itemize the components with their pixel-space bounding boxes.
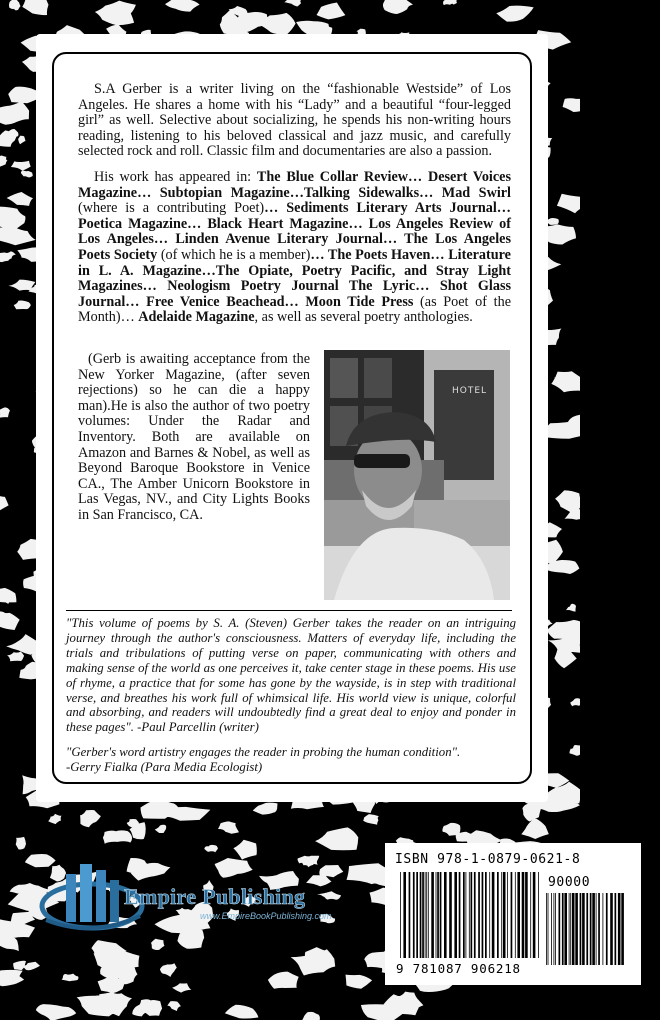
quote-fialka-attribution: -Gerry Fialka (Para Media Ecologist)	[66, 759, 263, 774]
publication-names: … Sediments Literary Arts Journal… Poetica Magazine… Black Heart Magazine… Los Angeles Review of Los Angeles… Linden Avenue Literary Journal… The Los Angeles Poets Society	[78, 200, 511, 263]
review-quote-parcellin: "This volume of poems by S. A. (Steven) Gerber takes the reader on an intriguing journey through the author's consciousness. Matters of everyday life, including the trials and tribulations of putting verse on paper, communicating with others and making sense of the world as one perceives it, take center stage in these poems. His use of rhyme, a practice that for some has gone by the wayside, is in step with traditional verse, and breathes his work full of whimsical life. His world view is unique, colorful and absorbing, and readers will undoubtedly find a great deal to enjoy and ponder in these pages". -Paul Parcellin (writer)	[66, 616, 516, 735]
author-photo	[324, 350, 510, 600]
barcode-bar	[603, 893, 604, 965]
publication-note: (where is a contributing Poet)	[78, 200, 265, 217]
barcode-bar	[416, 872, 418, 958]
barcode-bar	[555, 893, 556, 965]
barcode-bar	[548, 893, 549, 965]
barcode-bar	[478, 872, 480, 958]
publication-names: … The Poets Haven… Literature in L. A. Magazine…The Opiate, Poetry Pacific, and Stray Light Magazines… Neologism Poetry Journal The Lyric… Shot Glass Journal… Free Venice Beachead… Moon Tide Press	[78, 246, 511, 310]
barcode-bar	[403, 872, 406, 958]
publications-list	[78, 169, 511, 325]
barcode-bar	[454, 872, 457, 958]
barcode-bar	[564, 893, 567, 965]
barcode-bar	[459, 872, 461, 958]
barcode-bar	[570, 893, 571, 965]
publisher-url: www.EmpireBookPublishing.com	[200, 911, 332, 921]
publication-names: The Blue Collar Review… Desert Voices Magazine… Subtopian Magazine…Talking Sidewalks… Mad Swirl	[78, 169, 511, 201]
barcode-bar	[503, 872, 506, 958]
price-code: 90000	[548, 875, 591, 890]
barcode-bar	[538, 872, 539, 958]
barcode-bar	[615, 893, 617, 965]
ean-barcode	[400, 872, 540, 958]
barcode-bar	[463, 872, 465, 958]
barcode-bar	[606, 893, 608, 965]
barcode-bar	[449, 872, 452, 958]
barcode-bar	[569, 893, 570, 965]
barcode-bar	[469, 872, 470, 958]
publication-note: , as well as several poetry anthologies.	[254, 309, 473, 326]
isbn-number: ISBN 978-1-0879-0621-8	[395, 852, 581, 867]
barcode-bar	[592, 893, 595, 965]
barcode-bar	[420, 872, 422, 958]
barcode-bar	[444, 872, 447, 958]
barcode-bar	[485, 872, 487, 958]
bio-paragraph-1: S.A Gerber is a writer living on the “fashionable Westside” of Los Angeles. He shares a home with his “Lady” and a beautiful “four-legged girl” as well. Selective about socializing, he spends his non-writing hours reading, listening to his beloved classical and jazz music, and carefully selected rock and roll. Classic film and documentaries are also a passion.	[78, 81, 511, 160]
barcode-bar	[586, 893, 588, 965]
barcode-bar	[413, 872, 415, 958]
divider-line	[66, 610, 512, 611]
publisher-name: Empire Publishing	[124, 884, 306, 909]
barcode-bar	[431, 872, 434, 958]
barcode-bar	[517, 872, 520, 958]
barcode-bar	[590, 893, 592, 965]
barcode-bar	[440, 872, 442, 958]
barcode-bar	[551, 893, 552, 965]
barcode-digits: 9 781087 906218	[396, 961, 521, 976]
barcode-bar	[515, 872, 516, 958]
barcode-bar	[546, 893, 547, 965]
barcode-bar	[492, 872, 495, 958]
hotel-sign-text: HOTEL	[452, 386, 488, 396]
barcode-bar	[422, 872, 424, 958]
barcode-bar	[522, 872, 525, 958]
barcode-bar	[409, 872, 411, 958]
bio-paragraph-2	[78, 170, 511, 326]
barcode-bar	[554, 893, 555, 965]
barcode-bar	[437, 872, 439, 958]
barcode-bar	[559, 893, 561, 965]
barcode-bar	[428, 872, 429, 958]
barcode-bar	[562, 893, 564, 965]
barcode-bar	[501, 872, 502, 958]
barcode-bar	[482, 872, 484, 958]
barcode-bar	[582, 893, 585, 965]
barcode-bar	[511, 872, 513, 958]
barcode-bar	[572, 893, 575, 965]
bio-paragraph-3: (Gerb is awaiting acceptance from the New Yorker Magazine, (after seven rejections) so he can die a happy man).He is also the author of two poetry volumes: Under the Radar and Inventory. Both are available on Amazon and Barnes & Nobel, as well as Beyond Baroque Bookstore in Venice CA., The Amber Unicorn Bookstore in Las Vegas, NV., and City Lights Books in San Francisco, CA.	[78, 351, 310, 523]
barcode-bar	[533, 872, 536, 958]
barcode-bar	[425, 872, 426, 958]
barcode-bar	[575, 893, 578, 965]
barcode-bar	[489, 872, 490, 958]
barcode-bar	[610, 893, 613, 965]
barcode-bar	[426, 872, 427, 958]
barcode-bar	[497, 872, 499, 958]
barcode-bar	[580, 893, 582, 965]
barcode-bar	[436, 872, 437, 958]
barcode-bar	[596, 893, 597, 965]
barcode-bar	[621, 893, 624, 965]
publication-note: (of which he is a member)	[157, 246, 311, 263]
publication-note: (as Poet of the Month)…	[78, 293, 511, 326]
review-quote-fialka	[66, 745, 516, 775]
barcode-bar	[466, 872, 467, 958]
quote-fialka-line1: "Gerber's word artistry engages the reader in probing the human condition".	[66, 745, 461, 759]
barcode-bar	[400, 872, 401, 958]
barcode-bar	[525, 872, 528, 958]
barcode-bar	[598, 893, 600, 965]
barcode-bar	[507, 872, 508, 958]
barcode-bar	[530, 872, 531, 958]
barcode-bar	[471, 872, 473, 958]
barcode-bar	[618, 893, 621, 965]
publication-names: Adelaide Magazine	[138, 309, 255, 326]
bio-paragraph-2-intro: His work has appeared in:	[94, 169, 257, 185]
addon-barcode	[546, 893, 624, 965]
barcode-bar	[474, 872, 476, 958]
